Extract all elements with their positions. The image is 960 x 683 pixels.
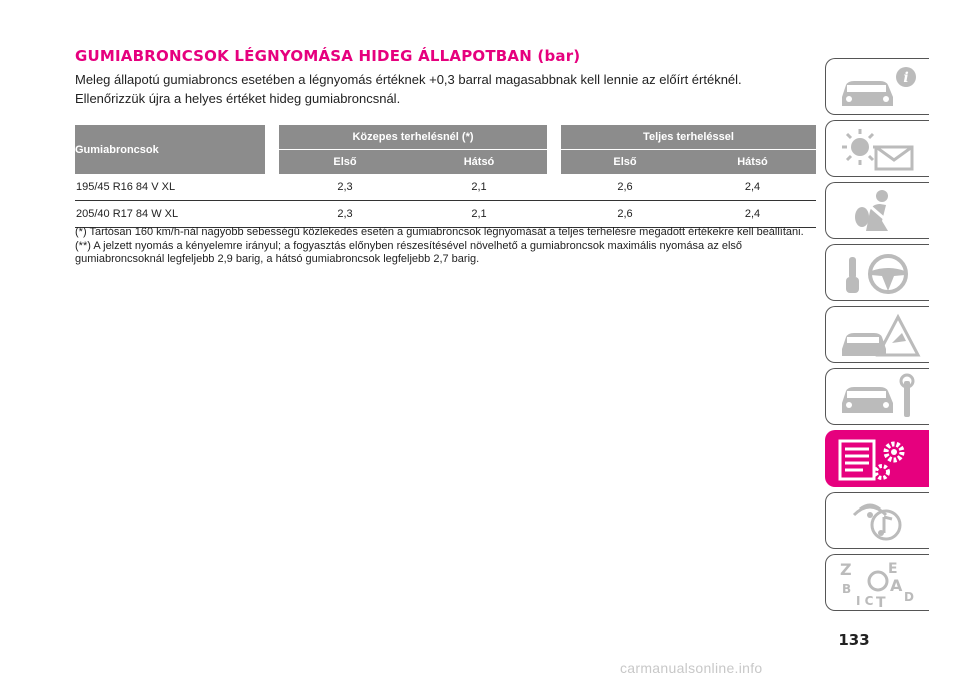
header-tyres: Gumiabroncsok <box>75 125 265 174</box>
tab-index[interactable] <box>825 554 929 611</box>
pressure-value: 2,1 <box>411 201 547 228</box>
index-icon <box>836 559 922 608</box>
tab-technical-data[interactable] <box>825 430 929 487</box>
svg-text:Z: Z <box>840 560 852 579</box>
warning-lights-icon <box>836 125 922 174</box>
pressure-value: 2,4 <box>689 201 816 228</box>
header-average-front: Első <box>279 150 411 175</box>
header-full-load: Teljes terheléssel <box>561 125 816 150</box>
table-row <box>75 174 816 201</box>
footnote-1: (*) Tartósan 160 km/h-nál nagyobb sebességű közlekedés esetén a gumiabroncsok légnyomását a teljes terhelésre megadott értékekre kell beállítani. <box>75 226 804 238</box>
intro-line-2: Ellenőrizzük újra a helyes értéket hideg gumiabroncsnál. <box>75 91 401 106</box>
watermark: carmanualsonline.info <box>620 660 763 676</box>
pressure-value: 2,3 <box>279 201 411 228</box>
header-full-rear: Hátsó <box>689 150 816 175</box>
tab-car-info[interactable] <box>825 58 929 115</box>
svg-text:B: B <box>842 582 852 596</box>
technical-data-icon <box>836 435 922 484</box>
pressure-value: 2,6 <box>561 201 689 228</box>
safety-airbag-icon <box>836 187 922 236</box>
tab-starting-driving[interactable] <box>825 244 929 301</box>
tab-multimedia[interactable] <box>825 492 929 549</box>
tyre-size: 205/40 R17 84 W XL <box>75 201 265 228</box>
tab-safety[interactable] <box>825 182 929 239</box>
page-number: 133 <box>838 631 870 649</box>
intro-text <box>75 70 795 108</box>
footnotes <box>75 226 820 267</box>
tab-emergency[interactable] <box>825 306 929 363</box>
maintenance-icon <box>836 373 922 422</box>
intro-line-1: Meleg állapotú gumiabroncs esetében a légnyomás értéknek +0,3 barral magasabbnak kell lennie az előírt értéknél. <box>75 72 742 87</box>
tab-maintenance[interactable] <box>825 368 929 425</box>
tab-warning-lights[interactable] <box>825 120 929 177</box>
header-average-rear: Hátsó <box>411 150 547 175</box>
svg-text:I C: I C <box>856 594 874 608</box>
table-row <box>75 201 816 228</box>
tyre-pressure-table <box>75 125 816 228</box>
page-title: GUMIABRONCSOK LÉGNYOMÁSA HIDEG ÁLLAPOTBAN (bar) <box>75 47 581 65</box>
svg-text:T: T <box>876 595 886 608</box>
pressure-value: 2,3 <box>279 174 411 201</box>
steering-wheel-icon <box>836 249 922 298</box>
multimedia-icon <box>836 497 922 546</box>
pressure-value: 2,4 <box>689 174 816 201</box>
tyre-size: 195/45 R16 84 V XL <box>75 174 265 201</box>
pressure-value: 2,1 <box>411 174 547 201</box>
svg-text:D: D <box>904 590 914 604</box>
svg-text:E: E <box>888 561 898 577</box>
pressure-value: 2,6 <box>561 174 689 201</box>
car-info-icon <box>836 63 922 112</box>
svg-text:A: A <box>890 576 903 595</box>
footnote-2: (**) A jelzett nyomás a kényelemre irányul; a fogyasztás előnyben részesítésével növelhető a gumiabroncsok maximális nyomása az első gumiabroncsoknál legfeljebb 2,9 barig, a hátsó gumiabroncsok legfeljebb 2,7 barig. <box>75 240 743 265</box>
header-full-front: Első <box>561 150 689 175</box>
emergency-icon <box>836 311 922 360</box>
svg-text:i: i <box>903 70 909 86</box>
header-average-load: Közepes terhelésnél (*) <box>279 125 547 150</box>
